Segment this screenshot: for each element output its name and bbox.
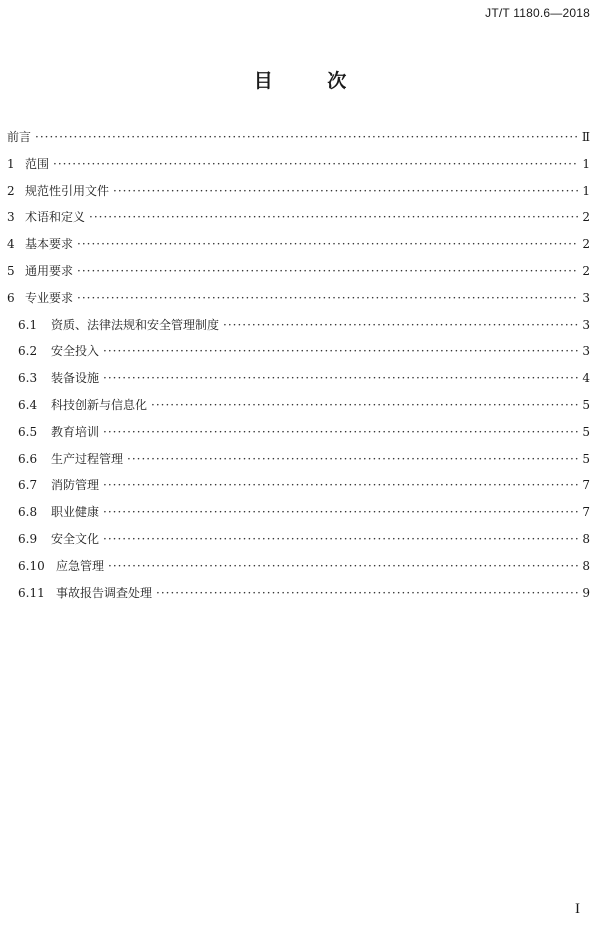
toc-entry-page: 8 (582, 531, 590, 546)
toc-dot-leader (103, 526, 578, 553)
toc-dot-leader (156, 580, 578, 607)
toc-subentry[interactable] (7, 338, 590, 365)
toc-subentry[interactable] (7, 365, 590, 392)
toc-entry-label: 术语和定义 (25, 210, 86, 225)
toc-entry-label: 生产过程管理 (51, 451, 124, 466)
toc-dot-leader (103, 365, 578, 392)
toc-entry-page: 1 (582, 183, 590, 198)
toc-entry-label: 基本要求 (25, 237, 74, 252)
toc-subentry[interactable] (7, 526, 590, 553)
toc-dot-leader (89, 204, 578, 231)
toc-entry-page: 8 (582, 558, 590, 573)
toc-entry-page: 2 (582, 237, 590, 252)
toc-entry-label: 教育培训 (51, 424, 100, 439)
toc-dot-leader (35, 124, 578, 151)
toc-dot-leader (151, 392, 578, 419)
toc-dot-leader (103, 338, 578, 365)
toc-entry[interactable] (7, 231, 590, 258)
toc-entry-number: 5 (7, 263, 15, 278)
toc-subentry[interactable] (7, 499, 590, 526)
toc-entry-page: 5 (582, 424, 590, 439)
toc-entry-page: 2 (582, 210, 590, 225)
toc-entry-page: 1 (582, 156, 590, 171)
toc-entry-number: 6.5 (18, 424, 38, 439)
toc-entry-page: 4 (582, 371, 590, 386)
toc-subentry[interactable] (7, 392, 590, 419)
table-of-contents (7, 124, 590, 606)
toc-entry[interactable] (7, 285, 590, 312)
toc-dot-leader (103, 419, 578, 446)
toc-entry-page: 5 (582, 397, 590, 412)
toc-dot-leader (77, 285, 578, 312)
toc-entry-number: 3 (7, 210, 15, 225)
toc-entry-label: 范围 (25, 156, 50, 171)
toc-entry-number: 6.4 (18, 397, 38, 412)
toc-entry-page: 2 (582, 263, 590, 278)
toc-entry-label: 职业健康 (51, 505, 100, 520)
toc-dot-leader (103, 472, 578, 499)
toc-dot-leader (108, 553, 578, 580)
toc-entry-label: 专业要求 (25, 290, 74, 305)
toc-entry-page: Ⅱ (581, 130, 590, 144)
toc-entry-label: 通用要求 (25, 263, 74, 278)
page-title: 目 次 (253, 70, 371, 92)
toc-entry-label: 应急管理 (56, 558, 105, 573)
toc-subentry[interactable] (7, 446, 590, 473)
toc-entry-number: 6.11 (18, 585, 45, 600)
toc-dot-leader (127, 446, 578, 473)
toc-entry-label: 前言 (7, 130, 32, 144)
toc-entry-label: 装备设施 (51, 371, 100, 386)
toc-entry-number: 6.3 (18, 371, 38, 386)
toc-entry-number: 6.8 (18, 505, 38, 520)
toc-entry-number: 2 (7, 183, 15, 198)
toc-subentry[interactable] (7, 553, 590, 580)
toc-entry-label: 安全投入 (51, 344, 100, 359)
page-number: I (575, 901, 580, 917)
toc-subentry[interactable] (7, 419, 590, 446)
toc-entry-number: 6.1 (18, 317, 38, 332)
toc-entry[interactable] (7, 151, 590, 178)
toc-entry-label: 资质、法律法规和安全管理制度 (51, 317, 220, 332)
toc-subentry[interactable] (7, 472, 590, 499)
standard-code: JT/T 1180.6—2018 (485, 6, 590, 20)
toc-entry-foreword[interactable] (7, 124, 590, 151)
toc-entry-page: 3 (582, 290, 590, 305)
toc-dot-leader (223, 312, 578, 339)
toc-entry[interactable] (7, 178, 590, 205)
toc-entry-label: 规范性引用文件 (25, 183, 110, 198)
toc-entry-label: 事故报告调查处理 (56, 585, 153, 600)
toc-entry-number: 1 (7, 156, 15, 171)
toc-entry-label: 科技创新与信息化 (51, 397, 148, 412)
toc-entry-number: 6 (7, 290, 15, 305)
toc-entry-label: 消防管理 (51, 478, 100, 493)
toc-dot-leader (77, 231, 578, 258)
toc-entry-number: 6.9 (18, 531, 38, 546)
toc-entry-number: 6.2 (18, 344, 38, 359)
toc-entry-page: 7 (582, 505, 590, 520)
toc-entry-label: 安全文化 (51, 531, 100, 546)
toc-dot-leader (103, 499, 578, 526)
toc-dot-leader (77, 258, 578, 285)
toc-entry[interactable] (7, 204, 590, 231)
toc-subentry[interactable] (7, 312, 590, 339)
toc-dot-leader (113, 178, 578, 205)
toc-entry-page: 7 (582, 478, 590, 493)
toc-entry-number: 6.7 (18, 478, 38, 493)
toc-entry-number: 4 (7, 237, 15, 252)
toc-entry-number: 6.6 (18, 451, 38, 466)
toc-entry-page: 5 (582, 451, 590, 466)
toc-subentry[interactable] (7, 580, 590, 607)
toc-entry-number: 6.10 (18, 558, 45, 573)
toc-entry-page: 3 (582, 344, 590, 359)
toc-dot-leader (53, 151, 578, 178)
toc-entry-page: 3 (582, 317, 590, 332)
toc-entry[interactable] (7, 258, 590, 285)
toc-entry-page: 9 (582, 585, 590, 600)
